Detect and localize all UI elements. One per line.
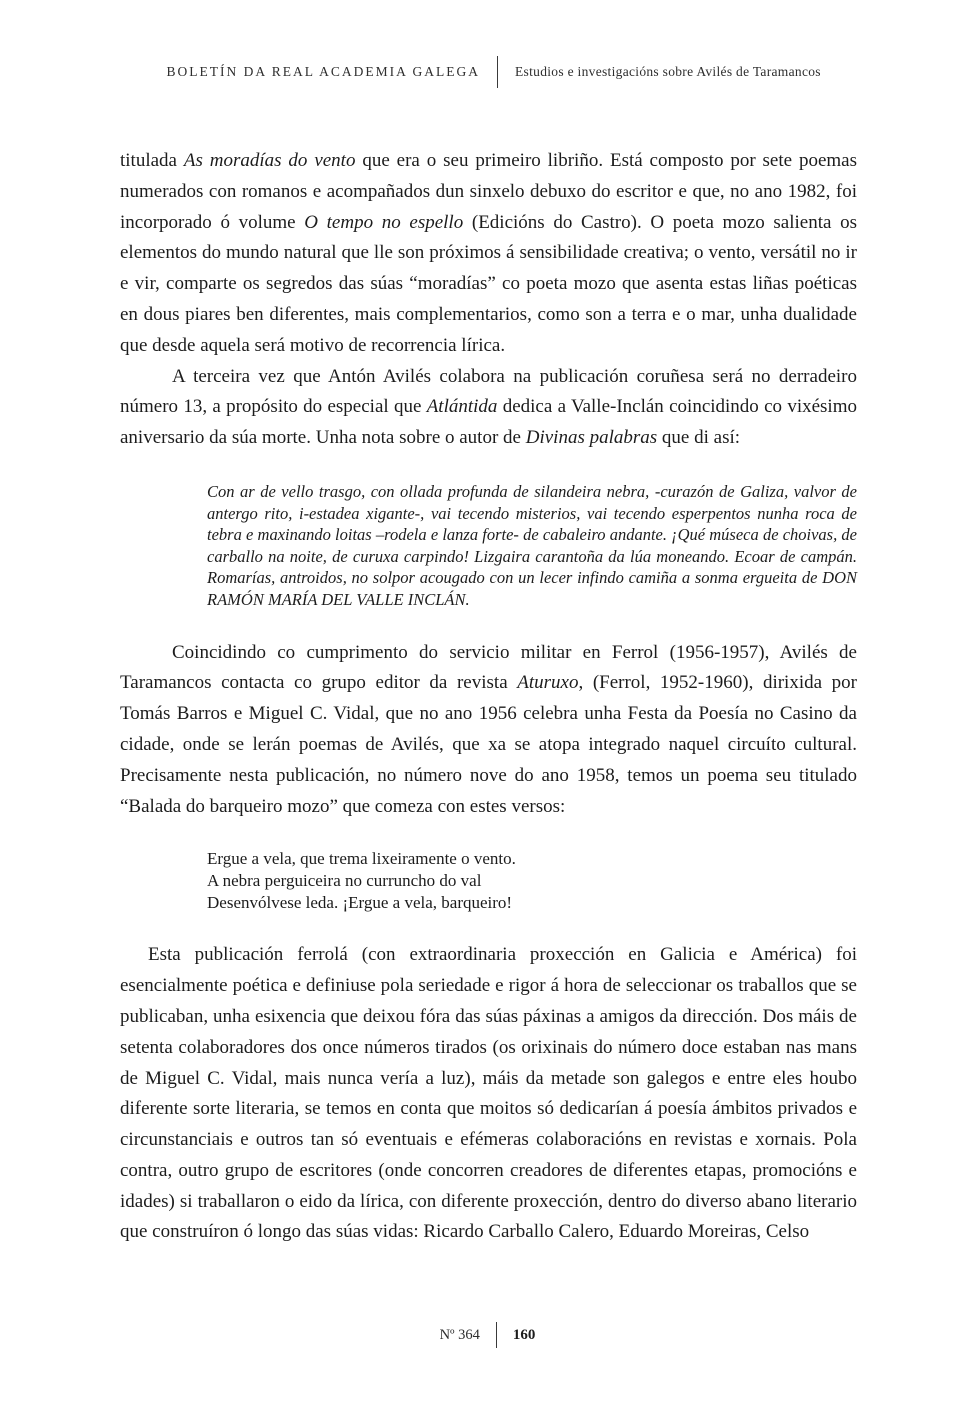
page-number: 160 (512, 1326, 536, 1343)
page-footer (0, 1322, 975, 1348)
journal-title: BOLETÍN DA REAL ACADEMIA GALEGA (166, 64, 480, 79)
paragraph: A terceira vez que Antón Avilés colabora na publicación coruñesa será no derradeiro número 13, a propósito do especial que Atlántida dedica a Valle-Inclán coincidindo co vixésimo aniversario da súa morte. Unha nota sobre o autor de Divinas palabras que di así: (120, 365, 857, 449)
article-body (120, 146, 857, 1248)
paragraph: Coincidindo co cumprimento do servicio militar en Ferrol (1956-1957), Avilés de Taramancos contacta co grupo editor da revista Aturuxo, (Ferrol, 1952-1960), dirixida por Tomás Barros e Miguel C. Vidal, que no ano 1956 celebra unha Festa da Poesía no Casino da cidade, onde se lerán poemas de Avilés, que xa se atopa integrado naquel circuíto cultural. Precisamente nesta publicación, no número nove do ano 1958, temos un poema seu titulado “Balada do barqueiro mozo” que comeza con estes versos: (120, 641, 857, 817)
issue-number: Nº 364 (439, 1326, 480, 1343)
paragraph: Esta publicación ferrolá (con extraordinaria proxección en Galicia e América) foi esencialmente poética e definiuse pola seriedade e rigor á hora de seleccionar os traballos que se publicaban, unha esixencia que deixou fóra das súas páxinas a amigos da dirección. Dos máis de setenta colaboradores dos once números tirados (os orixinais do número doce estaban nas mans de Miguel C. Vidal, mais nunca vería a luz), máis da metade son galegos e entre eles houbo diferente sorte literaria, se temos en conta que moitos só dedicarían á poesía ámbitos privados e circunstanciais e outros tan só eventuais e efémeras colaboracións en revistas e xornais. Pola contra, outro grupo de escritores (onde concorren creadores de diferentes etapas, promocións e idades) si traballaron o eido da lírica, con diferente proxección, dentro do diverso abano literario que construíron ó longo das súas vidas: Ricardo Carballo Calero, Eduardo Moreiras, Celso (120, 944, 857, 1243)
verse-line: Ergue a vela, que trema lixeiramente o vento. (207, 849, 516, 869)
verse-quotation (207, 848, 857, 914)
section-title: Estudios e investigacións sobre Avilés de Taramancos (515, 64, 821, 79)
verse-line: Desenvólvese leda. ¡Ergue a vela, barqueiro! (207, 893, 513, 913)
page-header (120, 56, 875, 88)
verse-line: A nebra perguiceira no curruncho do val (207, 871, 482, 891)
prose-quotation: Con ar de vello trasgo, con ollada profunda de silandeira nebra, -curazón de Galiza, valvor de antergo rito, i-estadea xigante-, vai tecendo misterios, vai tecendo esperpentos nunha roca de tebra e maxinando loitas –rodela e lanza forte- de cabaleiro andante. ¡Qué múseca de choivas, de carballo na noite, de curuxa carpindo! Lizgaira carantoña da lúa moneando. Ecoar de campán. Romarías, antroidos, no solpor acougado con un lecer infindo camiña a sonma ergueita de DON RAMÓN MARÍA DEL VALLE INCLÁN. (207, 481, 857, 609)
paragraph-continuation: titulada As moradías do vento que era o seu primeiro libriño. Está composto por sete poemas numerados con romanos e acompañados dun sinxelo debuxo do escritor e que, no ano 1982, foi incorporado ó volume O tempo no espello (Edicións do Castro). O poeta mozo salienta os elementos do mundo natural que lle son próximos á sensibilidade creativa; o vento, versátil no ir e vir, comparte os segredos das súas “moradías” co poeta mozo que asenta estas liñas poéticas en dous piares ben diferentes, mais complementarios, como son a terra e o mar, unha dualidade que desde aquela será motivo de recorrencia lírica. (120, 150, 858, 356)
